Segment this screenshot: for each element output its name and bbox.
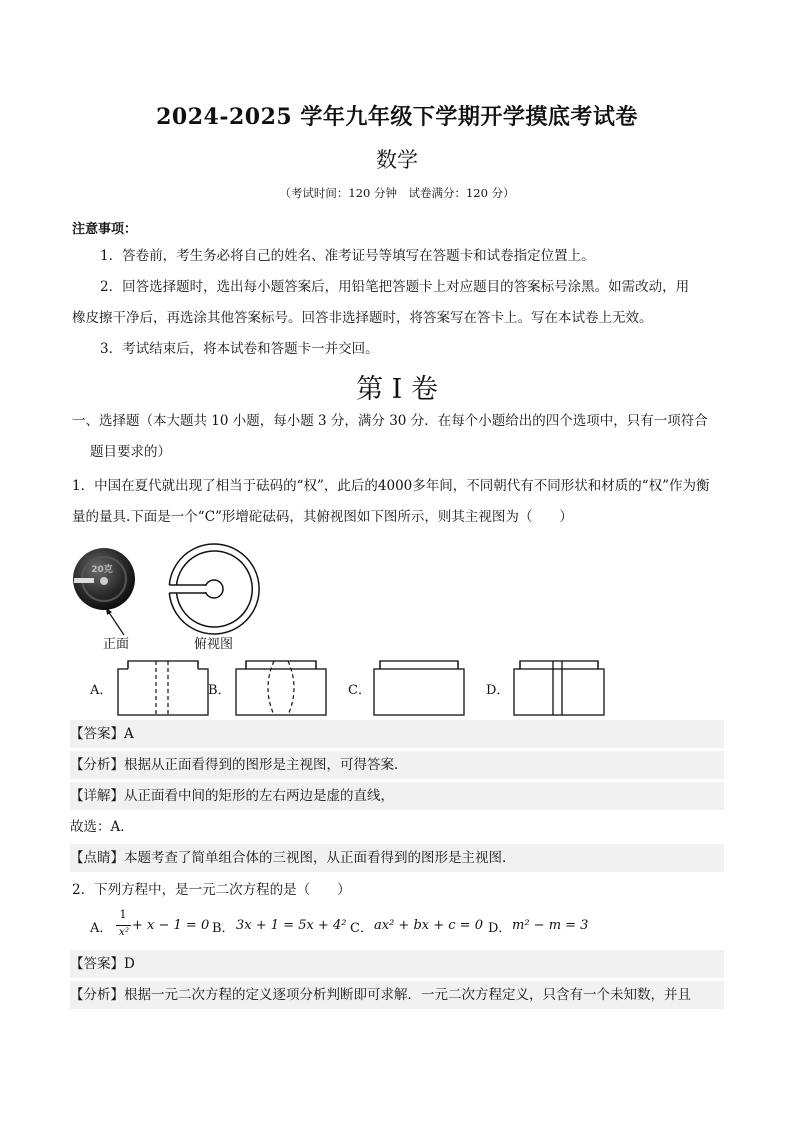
option-c-figure: [372, 659, 466, 717]
notice-item-3: 3．考试结束后，将本试卷和答题卡一并交回。: [100, 341, 379, 357]
q2-option-c-label: C．: [350, 921, 373, 936]
option-d-label: D．: [486, 683, 510, 698]
notice-item-1: 1．答卷前，考生务必将自己的姓名、准考证号等填写在答题卡和试卷指定位置上。: [100, 248, 595, 264]
q2-a-numerator: 1: [119, 908, 127, 921]
subject-title: 数学: [376, 148, 418, 172]
option-b-label: B．: [208, 683, 231, 698]
q2-option-a-label: A．: [90, 921, 113, 936]
q1-answer-row: [70, 720, 724, 748]
notice-heading: 注意事项：: [72, 222, 138, 237]
detail-tag: 【详解】: [70, 788, 124, 804]
section-heading: 一、选择题（本大题共 10 小题，每小题 3 分，满分 30 分．在每个小题给出的四个选项中，只有一项符合: [72, 413, 708, 429]
q2-option-b-label: B．: [212, 921, 235, 936]
exam-title: 2024-2025 学年九年级下学期开学摸底考试卷: [156, 104, 638, 130]
top-view-figure: [166, 541, 262, 637]
q1-stem-line2: 量的量具.下面是一个“C”形增砣砝码，其俯视图如下图所示，则其主视图为（ ）: [72, 509, 573, 525]
q1-answer: A: [124, 726, 134, 742]
q2-option-a: + x − 1 = 0: [132, 918, 210, 933]
q2-analysis-row: [70, 981, 724, 1009]
q2-option-d: m² − m = 3: [512, 918, 589, 933]
answer-tag: 【答案】: [70, 726, 124, 742]
q2-option-c: ax² + bx + c = 0: [374, 918, 483, 933]
photo-label: 正面: [103, 637, 130, 652]
notice-item-2-cont: 橡皮擦干净后，再选涂其他答案标号。回答非选择题时，将答案写在答卡上。写在本试卷上无效。: [72, 310, 653, 326]
q1-detail-row: [70, 782, 724, 810]
q2-answer: D: [124, 956, 135, 972]
option-d-figure: [512, 659, 606, 717]
q2-answer-row: [70, 950, 724, 978]
notice-item-2: 2．回答选择题时，选出每小题答案后，用铅笔把答题卡上对应题目的答案标号涂黑。如需改动，用: [100, 279, 690, 295]
weight-photo: [70, 545, 140, 615]
analysis-tag: 【分析】: [70, 757, 124, 773]
q2-option-d-label: D．: [488, 921, 512, 936]
weight-stamp-text: 20克: [91, 565, 113, 575]
exam-info: （考试时间：120 分钟 试卷满分：120 分）: [279, 186, 515, 200]
option-b-figure: [234, 659, 328, 717]
top-view-label: 俯视图: [194, 637, 234, 652]
q1-analysis: 根据从正面看得到的图形是主视图，可得答案．: [124, 757, 408, 773]
q1-comment-row: [70, 844, 724, 872]
q2-option-b: 3x + 1 = 5x + 4²: [236, 918, 347, 933]
q2-analysis: 根据一元二次方程的定义逐项分析判断即可求解．一元二次方程定义，只含有一个未知数，并且: [124, 987, 691, 1003]
q2-stem: 2．下列方程中，是一元二次方程的是（ ）: [72, 882, 351, 898]
q1-choice: 故选：A．: [70, 819, 134, 835]
option-a-label: A．: [90, 683, 113, 698]
q2-a-denominator: x²: [118, 926, 130, 938]
q1-detail: 从正面看中间的矩形的左右两边是虚的直线，: [124, 788, 394, 804]
answer-tag: 【答案】: [70, 956, 124, 972]
q1-analysis-row: [70, 751, 724, 779]
section-heading-cont: 题目要求的）: [90, 444, 171, 460]
option-a-figure: [116, 659, 210, 717]
comment-tag: 【点睛】: [70, 850, 124, 866]
volume-heading: 第 I 卷: [356, 374, 438, 405]
analysis-tag: 【分析】: [70, 987, 124, 1003]
q1-stem-line1: 1．中国在夏代就出现了相当于砝码的“权”，此后的4000多年间，不同朝代有不同形状和材质的“权”作为衡: [72, 478, 710, 494]
q1-choice-row: [70, 813, 724, 841]
q1-comment: 本题考查了简单组合体的三视图，从正面看得到的图形是主视图．: [124, 850, 516, 866]
option-c-label: C．: [348, 683, 371, 698]
